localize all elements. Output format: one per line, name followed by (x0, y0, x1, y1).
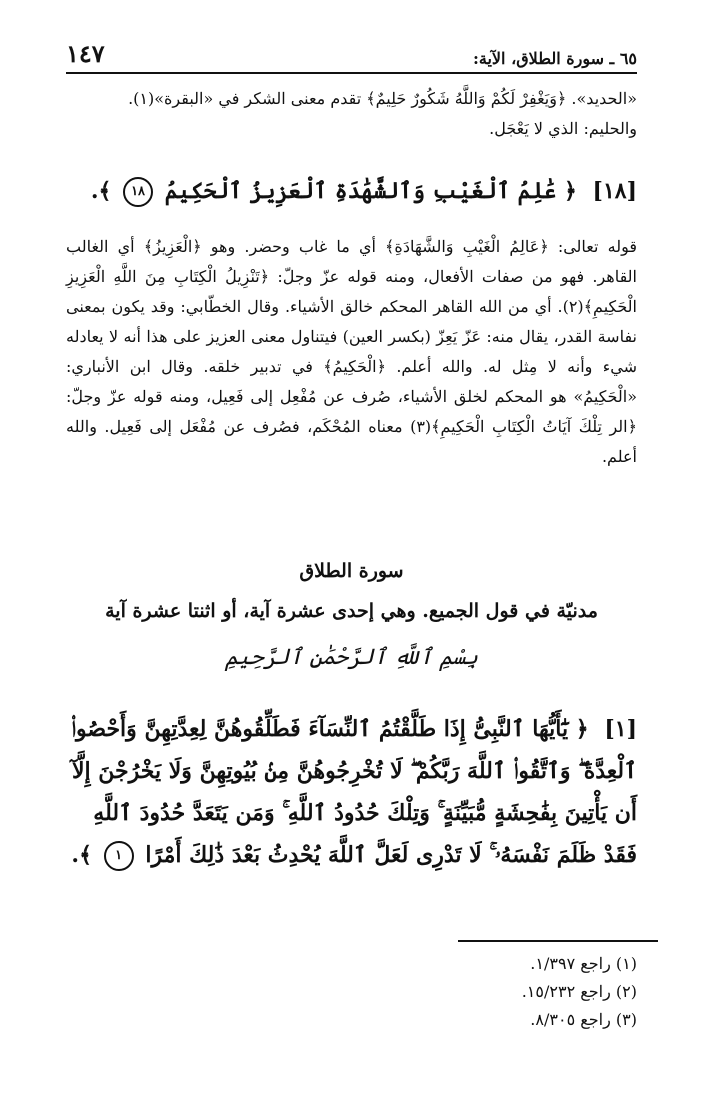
footnote-2: (٢) راجع ١٥/٢٣٢. (521, 982, 637, 1001)
verse-number: [١] (604, 716, 637, 742)
running-title: ٦٥ ـ سورة الطلاق، الآية: (472, 49, 637, 68)
verse-close: ﴾. (90, 178, 112, 204)
commentary-text: قوله تعالى: ﴿عَالِمُ الْغَيْبِ وَالشَّهَادَةِ﴾ أي ما غاب وحضر. وهو ﴿الْعَزِيزُ﴾ أي الغالب القاهر. فهو من صفات الأفعال، ومنه قوله عزّ وجلّ: ﴿تَنْزِيلُ الْكِتَابِ مِنَ اللَّهِ الْعَزِيزِ الْحَكِيمِ﴾(٢). أي من الله القاهر المحكم خالق الأشياء. وقال الخطّابي: وقد يكون بمعنى نفاسة القدر، يقال منه: عَزّ يَعِزّ (بكسر العين) فيتناول معنى العزيز على هذا أنه لا يعادله شيء وأنه لا مِثل له. والله أعلم. ﴿الْحَكِيمُ﴾ في تدبير خلقه. وقال ابن الأنباري: «الْحَكِيمُ» هو المحكم لخلق الأشياء، صُرف عن مُفْعِل إلى فَعِيل، ومنه قوله عزّ وجلّ: ﴿الر تِلْكَ آيَاتُ الْكِتَابِ الْحَكِيمِ﴾(٣) معناه المُحْكَم، فصُرف عن مُفْعَل إلى فَعِيل. والله أعلم. (66, 237, 638, 466)
surah-subtitle: مدنيّة في قول الجميع. وهي إحدى عشرة آية، أو اثنتا عشرة آية (105, 600, 598, 622)
surah-title: سورة الطلاق (299, 560, 404, 582)
intro-paragraph (66, 84, 637, 144)
verse-18 (66, 170, 637, 212)
verse-end-marker: ١ (104, 841, 134, 871)
intro-line-2: والحليم: الذي لا يَعْجَل. (489, 119, 637, 138)
footnote-divider (458, 940, 658, 942)
footnote-3: (٣) راجع ٨/٣٠٥. (530, 1010, 637, 1029)
verse-text: ﴿ عَٰلِمُ ٱلْغَيْبِ وَٱلشَّهَٰدَةِ ٱلْعَزِيزُ ٱلْحَكِيمُ (164, 178, 577, 204)
basmala: بِسْمِ ٱللَّهِ ٱلرَّحْمَٰنِ ٱلرَّحِيمِ (224, 645, 478, 670)
page-header (66, 40, 637, 74)
commentary-paragraph (66, 232, 637, 472)
intro-line-1: «الحديد». ﴿وَيَغْفِرْ لَكُمْ وَاللَّهُ شَكُورٌ حَلِيمٌ﴾ تقدم معنى الشكر في «البقرة»(١). (128, 89, 637, 108)
verse-close: ﴾. (71, 842, 92, 868)
verse-number: [١٨] (592, 178, 637, 204)
verse-end-marker: ١٨ (123, 177, 153, 207)
footnote-1: (١) راجع ١/٣٩٧. (530, 954, 637, 973)
footnotes (277, 950, 637, 1034)
page-number: ١٤٧ (66, 39, 105, 68)
verse-text: ﴿ يَٰٓأَيُّهَا ٱلنَّبِىُّ إِذَا طَلَّقْتُمُ ٱلنِّسَآءَ فَطَلِّقُوهُنَّ لِعِدَّتِهِنَّ وَأَحْصُوا۟ ٱلْعِدَّةَ ۖ وَٱتَّقُوا۟ ٱللَّهَ رَبَّكُمْ ۖ لَا تُخْرِجُوهُنَّ مِنۢ بُيُوتِهِنَّ وَلَا يَخْرُجْنَ إِلَّآ أَن يَأْتِينَ بِفَٰحِشَةٍ مُّبَيِّنَةٍ ۚ وَتِلْكَ حُدُودُ ٱللَّهِ ۚ وَمَن يَتَعَدَّ حُدُودَ ٱللَّهِ فَقَدْ ظَلَمَ نَفْسَهُۥ ۚ لَا تَدْرِى لَعَلَّ ٱللَّهَ يُحْدِثُ بَعْدَ ذَٰلِكَ أَمْرًا (70, 716, 637, 868)
verse-1 (66, 708, 637, 876)
